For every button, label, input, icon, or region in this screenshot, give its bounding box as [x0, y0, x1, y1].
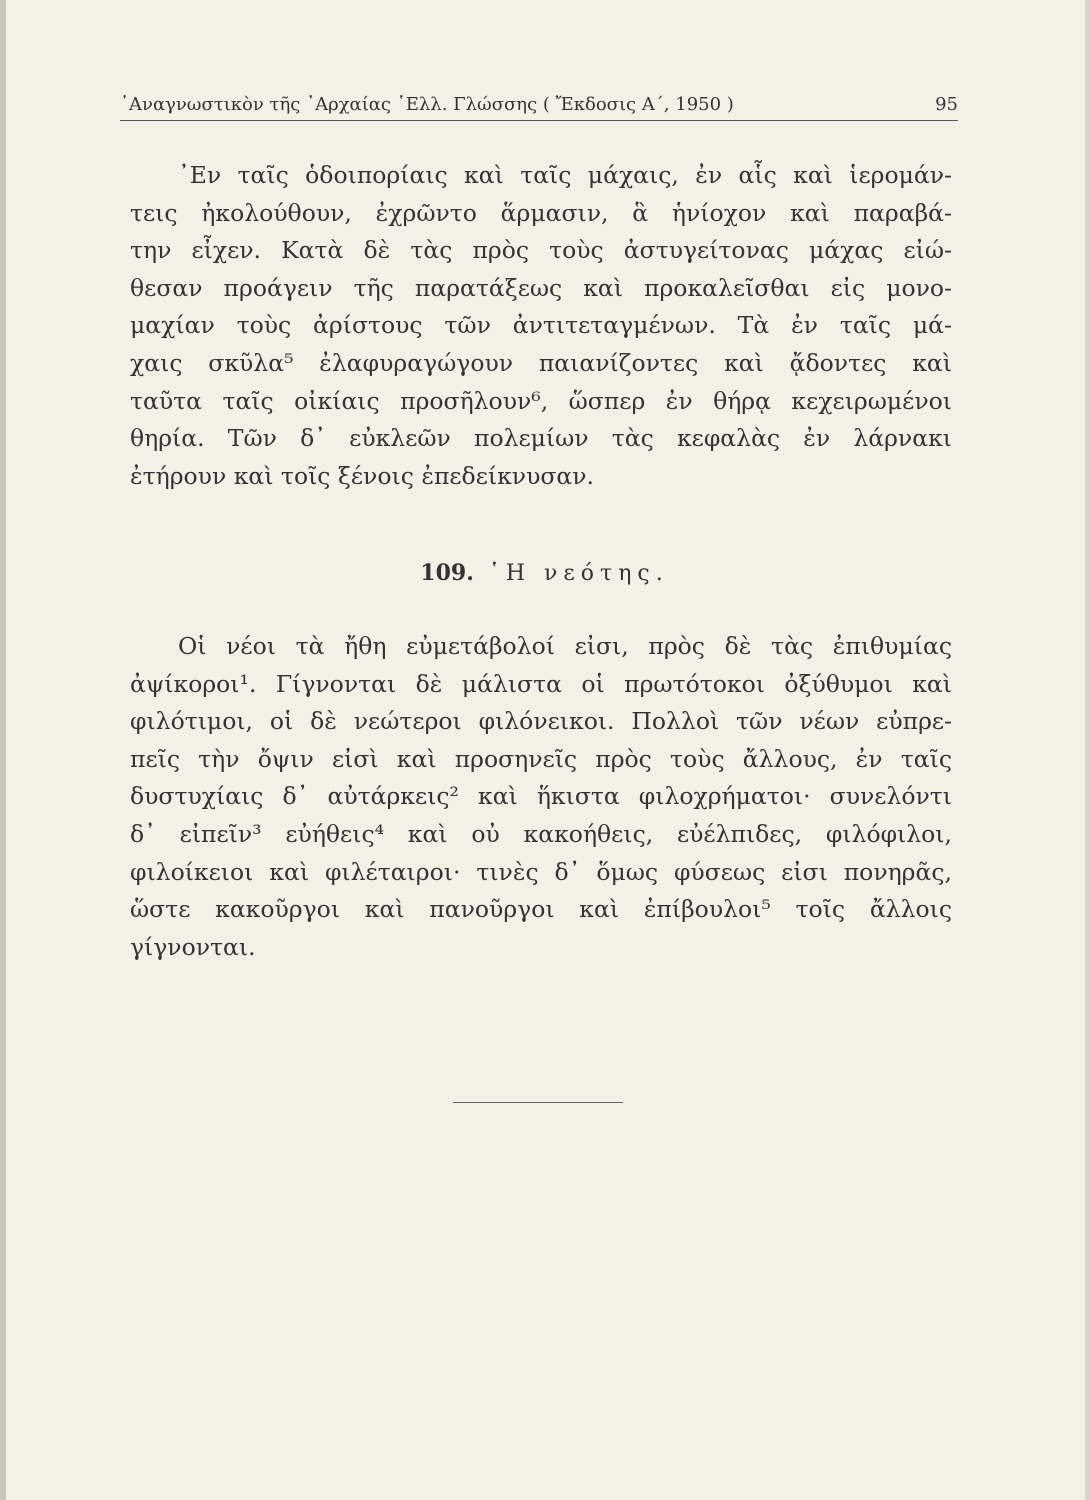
page-edge-left	[0, 0, 6, 1500]
paragraph-1-line: θηρία. Τῶν δ᾿ εὐκλεῶν πολεμίων τὰς κεφαλὰς ἐν λάρνακι	[130, 424, 952, 453]
end-rule	[453, 1102, 623, 1103]
paragraph-1-line: τεις ἠκολούθουν, ἐχρῶντο ἅρμασιν, ἃ ἡνίοχον καὶ παραβά-	[130, 198, 952, 227]
paragraph-1-line: μαχίαν τοὺς ἀρίστους τῶν ἀντιτεταγμένων. Τὰ ἐν ταῖς μά-	[130, 311, 952, 340]
paragraph-2-line: πεῖς τὴν ὄψιν εἰσὶ καὶ προσηνεῖς πρὸς τοὺς ἄλλους, ἐν ταῖς	[130, 744, 952, 773]
paragraph-2-line: φιλότιμοι, οἱ δὲ νεώτεροι φιλόνεικοι. Πολλοὶ τῶν νέων εὐπρε-	[130, 707, 952, 736]
page-edge-right	[1085, 0, 1089, 1500]
section-number: 109.	[420, 560, 474, 586]
paragraph-2-line: δυστυχίαις δ᾿ αὐτάρκεις² καὶ ἥκιστα φιλοχρήματοι· συνελόντι	[130, 782, 952, 811]
paragraph-2-line: ὥστε κακοῦργοι καὶ πανοῦργοι καὶ ἐπίβουλοι⁵ τοῖς ἄλλοις	[130, 895, 952, 924]
paragraph-2	[130, 628, 952, 966]
paragraph-2-line: ἀψίκοροι¹. Γίγνονται δὲ μάλιστα οἱ πρωτότοκοι ὀξύθυμοι καὶ	[130, 669, 952, 698]
paragraph-1-line: ταῦτα ταῖς οἰκίαις προσῆλουν⁶, ὥσπερ ἐν θήρᾳ κεχειρωμένοι	[130, 386, 952, 415]
paragraph-1	[130, 157, 952, 495]
paragraph-2-line: φιλοίκειοι καὶ φιλέταιροι· τινὲς δ᾿ ὅμως φύσεως εἰσι πονηρᾶς,	[130, 857, 952, 886]
paragraph-2-line: Οἱ νέοι τὰ ἤθη εὐμετάβολοί εἰσι, πρὸς δὲ τὰς ἐπιθυμίας	[178, 632, 952, 660]
paragraph-1-line: ᾿Εν ταῖς ὁδοιπορίαις καὶ ταῖς μάχαις, ἐν αἷς καὶ ἱερομάν-	[178, 161, 952, 189]
paragraph-1-line: χαις σκῦλα⁵ ἐλαφυραγώγουν παιανίζοντες καὶ ᾄδοντες καὶ	[130, 348, 952, 377]
running-head	[120, 92, 958, 121]
running-head-title: ᾿Αναγνωστικὸν τῆς ᾿Αρχαίας ῾Ελλ. Γλώσσης ( Ἔκδοσις Α΄, 1950 )	[120, 94, 734, 115]
section-heading	[0, 560, 1089, 586]
paragraph-1-line: την εἶχεν. Κατὰ δὲ τὰς πρὸς τοὺς ἀστυγείτονας μάχας εἰώ-	[130, 236, 952, 265]
paragraph-2-line: δ᾿ εἰπεῖν³ εὐήθεις⁴ καὶ οὐ κακοήθεις, εὐέλπιδες, φιλόφιλοι,	[130, 819, 952, 848]
paragraph-1-line: ἐτήρουν καὶ τοῖς ξένοις ἐπεδείκνυσαν.	[130, 461, 595, 490]
page-number: 95	[935, 94, 958, 115]
section-title: ῾Η νεότης.	[488, 561, 669, 586]
paragraph-2-line: γίγνονται.	[130, 932, 256, 961]
paragraph-1-line: θεσαν προάγειν τῆς παρατάξεως καὶ προκαλεῖσθαι εἰς μονο-	[130, 273, 952, 302]
